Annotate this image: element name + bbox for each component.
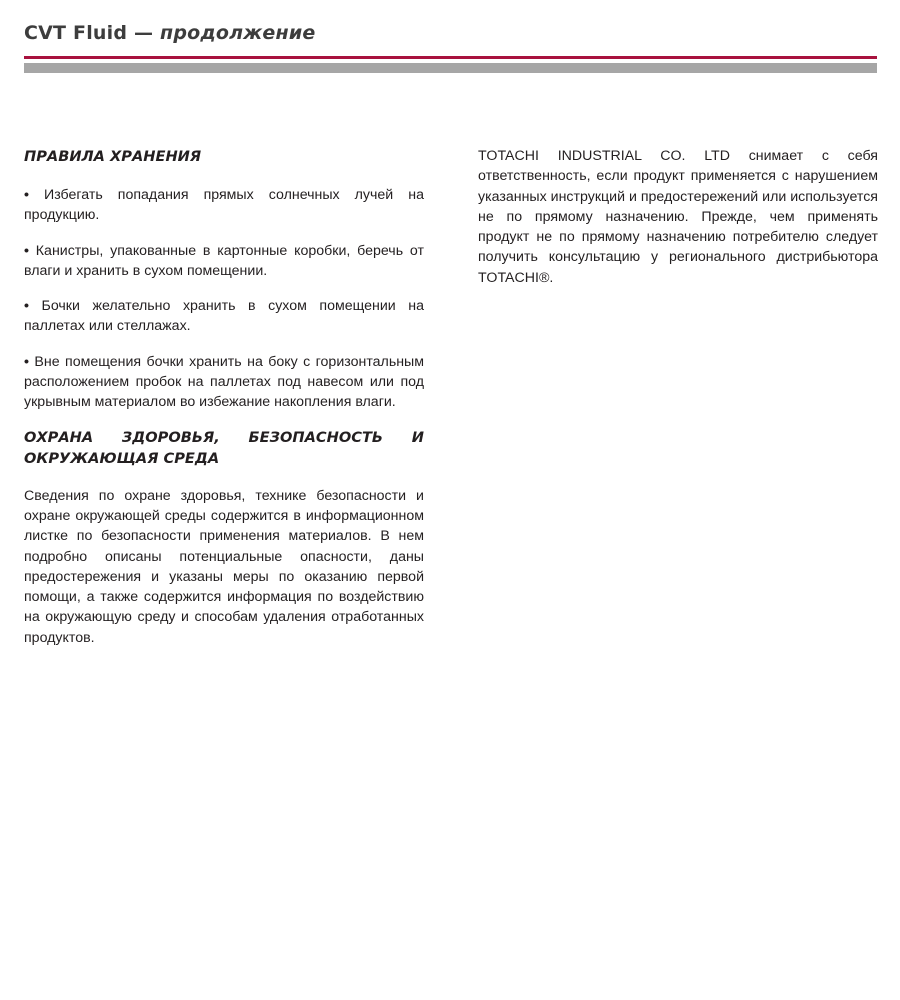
storage-item-text: Вне помещения бочки хранить на боку с горизонтальным расположением пробок на паллетах под навесом или под укрывным материалом во избежание накопления влаги. <box>24 353 425 411</box>
storage-item <box>24 352 424 413</box>
storage-item <box>24 296 424 337</box>
storage-item-text: Бочки желательно хранить в сухом помещении на паллетах или стеллажах. <box>24 298 424 335</box>
health-paragraph: Сведения по охране здоровья, технике безопасности и охране окружающей среды содержится в информационном листке по безопасности применения материалов. В нем подробно описаны потенциальные опасности, даны предостережения и указаны меры по оказанию первой помощи, а также содержится информация по воздействию на окружающую среду и способам удаления отработанных продуктов. <box>24 487 424 646</box>
storage-item-text: Избегать попадания прямых солнечных лучей на продукцию. <box>24 187 424 224</box>
storage-item-text: Канистры, упакованные в картонные коробки, беречь от влаги и хранить в сухом помещении. <box>24 242 424 279</box>
header-accent-rule <box>24 56 877 59</box>
bullet-icon: • <box>24 187 29 203</box>
storage-heading: ПРАВИЛА ХРАНЕНИЯ <box>24 148 202 165</box>
storage-item <box>24 185 424 226</box>
right-column <box>478 146 878 288</box>
page-header-title <box>24 22 315 44</box>
left-column <box>24 146 424 648</box>
bullet-icon: • <box>24 298 29 315</box>
header-subtitle: продолжение <box>160 22 316 44</box>
bullet-icon: • <box>24 353 29 370</box>
header-gray-bar <box>24 63 877 73</box>
health-heading: ОХРАНА ЗДОРОВЬЯ, БЕЗОПАСНОСТЬ И ОКРУЖАЮЩАЯ СРЕДА <box>24 428 424 467</box>
bullet-icon: • <box>24 242 29 259</box>
storage-item <box>24 241 424 282</box>
header-title-text: CVT Fluid — <box>24 22 154 44</box>
disclaimer-paragraph: TOTACHI INDUSTRIAL CO. LTD снимает с себя ответственность, если продукт применяется с нарушением указанных инструкций и предостережений или используется не по прямому назначению. Прежде, чем применять продукт не по прямому назначению потребителю следует получить консультацию у регионального дистрибьютора TOTACHI®. <box>478 148 878 286</box>
